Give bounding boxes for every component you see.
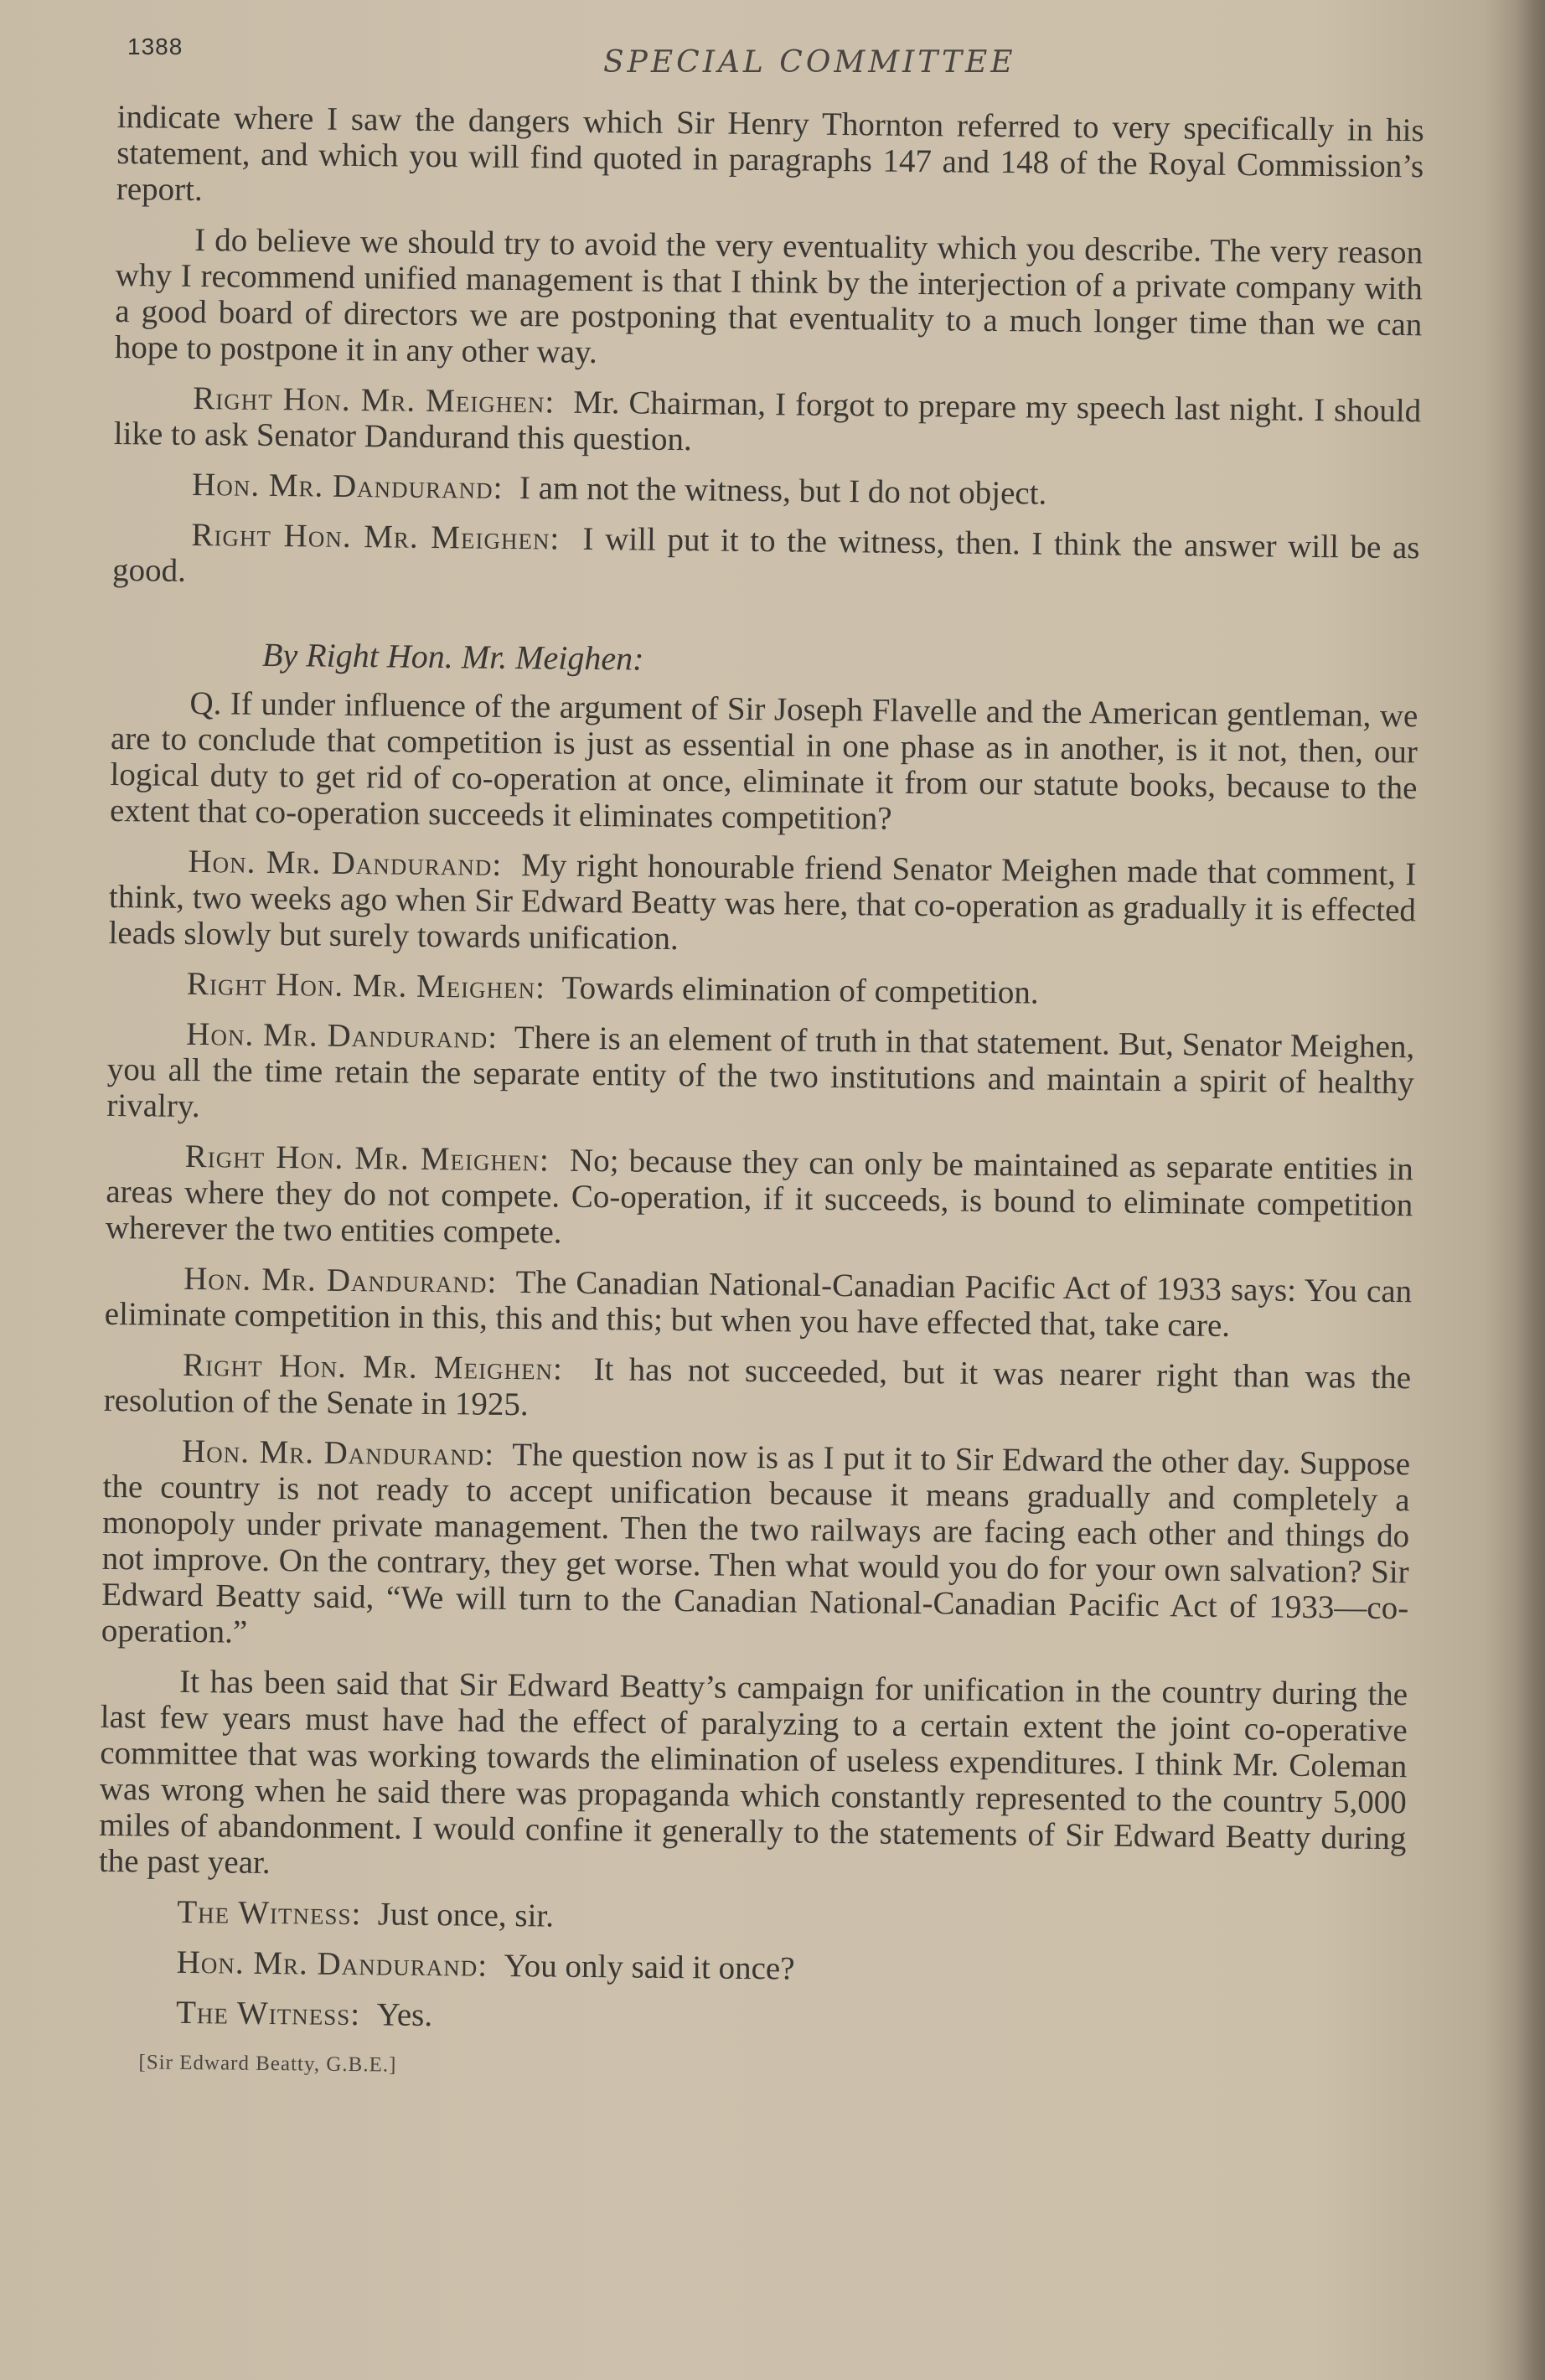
paragraph-text: You only said it once? — [504, 1947, 795, 1987]
speaker-label: Hon. Mr. Dandurand: — [186, 1015, 499, 1056]
witness-tag: [Sir Edward Beatty, G.B.E.] — [138, 2051, 397, 2077]
paragraph — [104, 1346, 1412, 1432]
paragraph — [106, 1138, 1413, 1259]
paragraph-text: The Canadian National-Canadian Pacific Act of 1933 says: You can eliminate competition in this, this and this; but when you have effected that, take care. — [104, 1264, 1413, 1344]
testimony-block-2 — [97, 684, 1418, 2043]
speaker-label: Right Hon. Mr. Meighen: — [182, 1346, 564, 1387]
paragraph-text: There is an element of truth in that statement. But, Senator Meighen, you all the time retain the separate entity of the two institutions and maintain a spirit of healthy rivalry. — [106, 1020, 1415, 1125]
speaker-label: Hon. Mr. Dandurand: — [188, 843, 503, 883]
paragraph-text: No; because they can only be maintained as separate entities in areas where they do not compete. Co-operation, if it succeeds, is bound to eliminate competition wherever the two entities compete. — [105, 1142, 1413, 1251]
paragraph — [108, 965, 1415, 1014]
page-edge-shadow — [1515, 0, 1545, 2380]
paragraph — [110, 684, 1418, 842]
paragraph — [98, 1893, 1405, 1943]
paragraph — [101, 1433, 1411, 1662]
paragraph-text: Towards elimination of competition. — [561, 969, 1039, 1011]
paragraph-text: Mr. Chairman, I forgot to prepare my speech last night. I should like to ask Senator Dandurand this question. — [113, 384, 1422, 458]
paragraph — [112, 516, 1420, 601]
speaker-label: Hon. Mr. Dandurand: — [183, 1260, 498, 1300]
speaker-label: Hon. Mr. Dandurand: — [191, 466, 504, 506]
paragraph-text: Q. If under influence of the argument of Sir Joseph Flavelle and the American gentleman, we are to conclude that competition is just as essential in one phase as in another, is it not, then, our logical duty to get rid of co-operation at once, eliminate it from our statute books, because to the extent that co-operation succeeds it eliminates competition? — [109, 684, 1418, 837]
speaker-label: Right Hon. Mr. Meighen: — [193, 379, 555, 421]
speaker-label: The Witness: — [175, 1994, 361, 2033]
paragraph — [106, 1015, 1414, 1137]
paragraph-text: indicate where I saw the dangers which Sir Henry Thornton referred to very specifically in his statement, and which you will find quoted in paragraphs 147 and 148 of the Royal Commission’s report. — [116, 99, 1424, 209]
paragraph-text: It has been said that Sir Edward Beatty’s campaign for unification in the country during the last few years must have had the effect of paralyzing to a certain extent the joint co-operative committee that was working towards the elimination of useless expenditures. I think Mr. Coleman was wrong when he said there was propaganda which constantly represented to the country 5,000 miles of abandonment. I would confine it generally to the statements of Sir Edward Beatty during the past year. — [98, 1663, 1408, 1882]
paragraph-text: The question now is as I put it to Sir Edward the other day. Suppose the country is not ready to accept unification because it means gradually and completely a monopoly under private management. Then the two railways are facing each other and things do not improve. On the contrary, they get worse. Then what would you do for your own salvation? Sir Edward Beatty said, “We will turn to the Canadian National-Canadian Pacific Act of 1933—co-operation.” — [101, 1437, 1411, 1650]
speaker-label: Right Hon. Mr. Meighen: — [191, 516, 561, 557]
section-heading: By Right Hon. Mr. Meighen: — [261, 635, 644, 678]
paragraph-text: Yes. — [376, 1996, 433, 2034]
paragraph-text: I will put it to the witness, then. I think the answer will be as good. — [111, 520, 1420, 589]
paragraph — [97, 1944, 1404, 1993]
speaker-label: Hon. Mr. Dandurand: — [181, 1433, 495, 1473]
paragraph — [105, 1260, 1413, 1345]
speaker-label: The Witness: — [177, 1893, 362, 1933]
paragraph-text: My right honourable friend Senator Meighen made that comment, I think, two weeks ago when Sir Edward Beatty was here, that co-operation as gradually it is effected leads slowly but surely towards unification. — [108, 847, 1417, 958]
paragraph — [99, 1663, 1408, 1892]
paragraph — [108, 843, 1416, 964]
paragraph — [115, 221, 1424, 379]
paragraph-text: Just once, sir. — [377, 1896, 555, 1934]
page-body — [96, 99, 1424, 2093]
paragraph — [97, 1994, 1404, 2043]
paragraph — [116, 99, 1424, 220]
running-title: SPECIAL COMMITTEE — [603, 45, 1016, 80]
paragraph-text: I do believe we should try to avoid the very eventuality which you describe. The very reason why I recommend unified management is that I think by the interjection of a private company with a good board of directors we are postponing that eventuality to a much longer time than we can hope to postpone it in any other way. — [114, 221, 1424, 371]
paragraph — [113, 466, 1420, 515]
speaker-label: Right Hon. Mr. Meighen: — [186, 965, 546, 1006]
speaker-label: Hon. Mr. Dandurand: — [176, 1944, 488, 1984]
testimony-block-1 — [112, 99, 1424, 601]
speaker-label: Right Hon. Mr. Meighen: — [184, 1138, 550, 1179]
paragraph — [114, 379, 1422, 465]
paragraph-text: I am not the witness, but I do not object. — [519, 470, 1047, 512]
paragraph-text: It has not succeeded, but it was nearer right than was the resolution of the Senate in 1925. — [103, 1351, 1412, 1423]
page-number: 1388 — [127, 34, 183, 59]
